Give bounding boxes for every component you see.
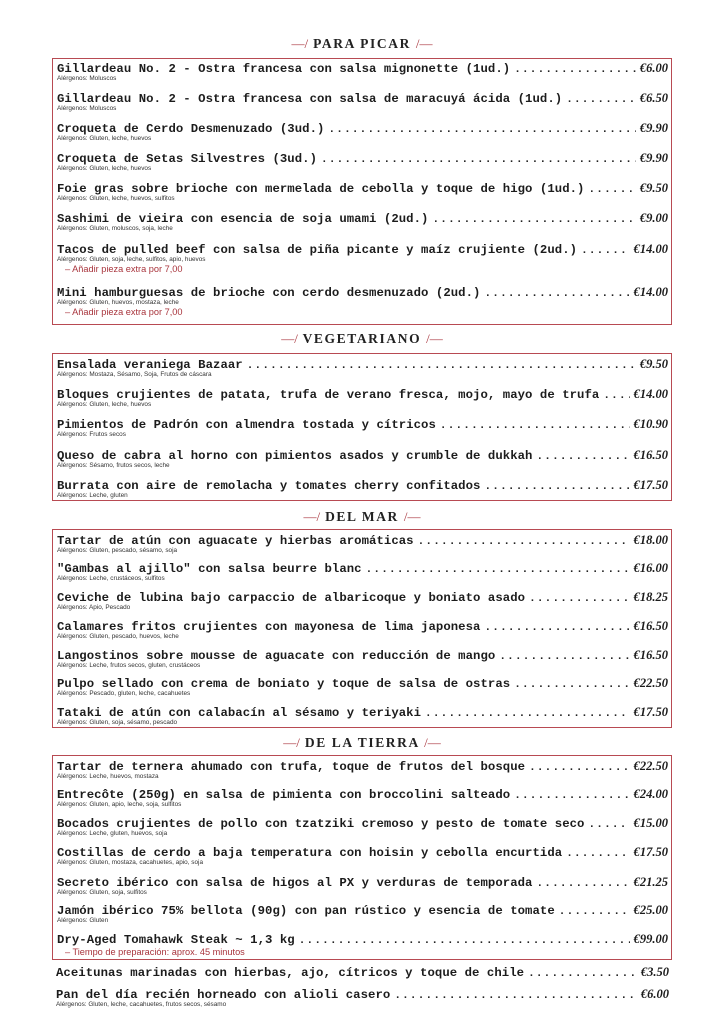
item-name: Langostinos sobre mousse de aguacate con reducción de mango xyxy=(57,649,496,663)
item-price: €21.25 xyxy=(633,875,668,889)
dot-leader xyxy=(514,64,636,76)
menu-item xyxy=(57,561,668,583)
dot-leader xyxy=(529,762,630,774)
dot-leader xyxy=(299,935,630,947)
dot-leader xyxy=(566,848,629,860)
menu-item xyxy=(57,417,668,439)
section-title-text: VEGETARIANO xyxy=(302,331,422,346)
item-allergens: Alérgenos: Leche, gluten, huevos, soja xyxy=(57,830,168,837)
item-price: €10.90 xyxy=(633,417,668,431)
section-box-del-mar xyxy=(52,529,672,728)
menu-item xyxy=(57,533,668,555)
item-name: Tartar de ternera ahumado con trufa, toque de frutos del bosque xyxy=(57,760,526,774)
dot-leader xyxy=(394,990,637,1002)
item-price: €17.50 xyxy=(633,478,668,492)
menu-item xyxy=(57,676,668,698)
dot-leader xyxy=(247,360,636,372)
menu-item xyxy=(57,357,668,379)
menu-item xyxy=(57,61,668,83)
item-name: Jamón ibérico 75% bellota (90g) con pan rústico y esencia de tomate xyxy=(57,904,555,918)
item-name: Mini hamburguesas de brioche con cerdo desmenuzado (2ud.) xyxy=(57,286,481,300)
title-decoration: —/ xyxy=(281,331,298,346)
menu-item-extra xyxy=(56,965,669,980)
dot-leader xyxy=(588,819,629,831)
dot-leader xyxy=(603,390,629,402)
menu-item xyxy=(57,121,668,143)
item-allergens: Alérgenos: Frutos secos xyxy=(57,431,126,438)
item-note: – Añadir pieza extra por 7,00 xyxy=(65,264,183,274)
item-price: €17.50 xyxy=(633,845,668,859)
title-decoration: /— xyxy=(403,509,421,524)
title-decoration: /— xyxy=(424,735,441,750)
item-allergens: Alérgenos: Gluten, leche, huevos xyxy=(57,401,152,408)
dot-leader xyxy=(432,214,635,226)
item-allergens: Alérgenos: Gluten, soja, sulfitos xyxy=(57,889,147,896)
item-price: €22.50 xyxy=(633,676,668,690)
section-box-para-picar xyxy=(52,58,672,325)
item-allergens: Alérgenos: Gluten, leche, huevos, sulfitos xyxy=(57,195,175,202)
menu-item xyxy=(57,903,668,925)
item-price: €3.50 xyxy=(640,965,669,979)
item-allergens: Alérgenos: Pescado, gluten, leche, cacahuetes xyxy=(57,690,191,697)
item-allergens: Alérgenos: Leche, gluten xyxy=(57,492,128,499)
item-allergens: Alérgenos: Leche, frutos secos, gluten, crustáceos xyxy=(57,662,201,669)
menu-item xyxy=(57,478,668,500)
menu-item xyxy=(57,387,668,409)
item-allergens: Alérgenos: Gluten, leche, cacahuetes, frutos secos, sésamo xyxy=(56,1001,227,1008)
item-price: €6.00 xyxy=(640,987,669,1001)
dot-leader xyxy=(588,184,635,196)
menu-item xyxy=(57,448,668,470)
menu-item xyxy=(57,590,668,612)
item-allergens: Alérgenos: Moluscos xyxy=(57,105,117,112)
item-price: €25.00 xyxy=(633,903,668,917)
dot-leader xyxy=(566,94,636,106)
item-name: Croqueta de Cerdo Desmenuzado (3ud.) xyxy=(57,122,325,136)
item-price: €6.00 xyxy=(639,61,668,75)
item-name: Pan del día recién horneado con alioli casero xyxy=(56,988,391,1002)
item-price: €17.50 xyxy=(633,705,668,719)
item-allergens: Alérgenos: Gluten, pescado, sésamo, soja xyxy=(57,547,178,554)
menu-item xyxy=(57,619,668,641)
item-price: €9.50 xyxy=(639,357,668,371)
dot-leader xyxy=(321,154,636,166)
item-price: €14.00 xyxy=(633,242,668,256)
item-allergens: Alérgenos: Gluten, huevos, mostaza, leche xyxy=(57,299,179,306)
item-allergens: Alérgenos: Leche, huevos, mostaza xyxy=(57,773,159,780)
item-name: Secreto ibérico con salsa de higos al PX y verduras de temporada xyxy=(57,876,533,890)
item-name: Aceitunas marinadas con hierbas, ajo, cítricos y toque de chile xyxy=(56,966,525,980)
menu-item xyxy=(57,787,668,809)
item-note: – Añadir pieza extra por 7,00 xyxy=(65,307,183,317)
item-price: €16.50 xyxy=(633,448,668,462)
item-allergens: Alérgenos: Sésamo, frutos secos, leche xyxy=(57,462,170,469)
item-name: Costillas de cerdo a baja temperatura con hoisin y cebolla encurtida xyxy=(57,846,563,860)
menu-item xyxy=(57,91,668,113)
title-decoration: /— xyxy=(415,36,433,51)
menu-item xyxy=(57,151,668,173)
item-allergens: Alérgenos: Gluten, soja, sésamo, pescado xyxy=(57,719,178,726)
section-title-vegetariano xyxy=(0,331,724,347)
section-box-de-la-tierra xyxy=(52,755,672,960)
item-allergens: Alérgenos: Gluten, pescado, huevos, leche xyxy=(57,633,179,640)
menu-item xyxy=(57,211,668,233)
item-name: Queso de cabra al horno con pimientos asados y crumble de dukkah xyxy=(57,449,533,463)
item-name: Pimientos de Padrón con almendra tostada y cítricos xyxy=(57,418,436,432)
item-price: €6.50 xyxy=(639,91,668,105)
item-name: Gillardeau No. 2 - Ostra francesa con salsa mignonette (1ud.) xyxy=(57,62,511,76)
item-name: Ceviche de lubina bajo carpaccio de albaricoque y boniato asado xyxy=(57,591,526,605)
dot-leader xyxy=(559,906,630,918)
item-allergens: Alérgenos: Gluten xyxy=(57,917,109,924)
title-decoration: —/ xyxy=(283,735,300,750)
section-box-vegetariano xyxy=(52,353,672,501)
menu-item-extra xyxy=(56,987,669,1009)
menu-item xyxy=(57,648,668,670)
item-name: Tartar de atún con aguacate y hierbas aromáticas xyxy=(57,534,414,548)
menu-item xyxy=(57,181,668,203)
section-title-de-la-tierra xyxy=(0,735,724,751)
section-title-para-picar xyxy=(0,36,724,52)
menu-item xyxy=(57,242,668,275)
menu-item xyxy=(57,875,668,897)
item-price: €14.00 xyxy=(633,387,668,401)
item-price: €22.50 xyxy=(633,759,668,773)
item-name: Ensalada veraniega Bazaar xyxy=(57,358,243,372)
item-name: Sashimi de vieira con esencia de soja umami (2ud.) xyxy=(57,212,429,226)
section-title-text: PARA PICAR xyxy=(313,36,411,51)
dot-leader xyxy=(328,124,635,136)
menu-item xyxy=(57,759,668,781)
dot-leader xyxy=(529,593,630,605)
item-price: €9.90 xyxy=(639,121,668,135)
title-decoration: /— xyxy=(426,331,443,346)
dot-leader xyxy=(514,679,629,691)
item-name: Pulpo sellado con crema de boniato y toque de salsa de ostras xyxy=(57,677,511,691)
item-price: €9.00 xyxy=(639,211,668,225)
item-name: Dry-Aged Tomahawk Steak ~ 1,3 kg xyxy=(57,933,295,947)
item-price: €18.25 xyxy=(633,590,668,604)
dot-leader xyxy=(484,481,629,493)
item-note: – Tiempo de preparación: aprox. 45 minutos xyxy=(65,947,245,957)
item-price: €16.50 xyxy=(633,648,668,662)
item-name: Tataki de atún con calabacín al sésamo y teriyaki xyxy=(57,706,422,720)
item-name: Entrecôte (250g) en salsa de pimienta con broccolini salteado xyxy=(57,788,511,802)
dot-leader xyxy=(418,536,630,548)
item-price: €16.50 xyxy=(633,619,668,633)
title-decoration: —/ xyxy=(303,509,321,524)
item-name: Gillardeau No. 2 - Ostra francesa con salsa de maracuyá ácida (1ud.) xyxy=(57,92,563,106)
item-name: Tacos de pulled beef con salsa de piña picante y maíz crujiente (2ud.) xyxy=(57,243,578,257)
item-allergens: Alérgenos: Moluscos xyxy=(57,75,117,82)
item-price: €24.00 xyxy=(633,787,668,801)
item-allergens: Alérgenos: Mostaza, Sésamo, Soja, Frutos de cáscara xyxy=(57,371,212,378)
dot-leader xyxy=(499,651,629,663)
menu-item xyxy=(57,932,668,958)
item-price: €9.90 xyxy=(639,151,668,165)
menu-item xyxy=(57,705,668,727)
item-allergens: Alérgenos: Gluten, apio, leche, soja, sulfitos xyxy=(57,801,182,808)
title-decoration: —/ xyxy=(291,36,309,51)
item-allergens: Alérgenos: Gluten, moluscos, soja, leche xyxy=(57,225,173,232)
dot-leader xyxy=(581,245,630,257)
item-allergens: Alérgenos: Apio, Pescado xyxy=(57,604,131,611)
item-allergens: Alérgenos: Gluten, soja, leche, sulfitos, apio, huevos xyxy=(57,256,206,263)
item-allergens: Alérgenos: Gluten, leche, huevos xyxy=(57,165,152,172)
menu-item xyxy=(57,816,668,838)
menu-item xyxy=(57,285,668,318)
section-title-del-mar xyxy=(0,509,724,525)
item-name: Burrata con aire de remolacha y tomates cherry confitados xyxy=(57,479,481,493)
dot-leader xyxy=(484,288,629,300)
dot-leader xyxy=(366,564,630,576)
item-price: €16.00 xyxy=(633,561,668,575)
item-price: €99.00 xyxy=(633,932,668,946)
item-allergens: Alérgenos: Gluten, leche, huevos xyxy=(57,135,152,142)
item-name: Calamares fritos crujientes con mayonesa de lima japonesa xyxy=(57,620,481,634)
item-price: €15.00 xyxy=(633,816,668,830)
dot-leader xyxy=(484,622,629,634)
item-price: €14.00 xyxy=(633,285,668,299)
item-name: Bocados crujientes de pollo con tzatziki cremoso y pesto de tomate seco xyxy=(57,817,585,831)
dot-leader xyxy=(425,708,630,720)
menu-item xyxy=(57,845,668,867)
item-price: €9.50 xyxy=(639,181,668,195)
item-name: Bloques crujientes de patata, trufa de verano fresca, mojo, mayo de trufa xyxy=(57,388,600,402)
dot-leader xyxy=(440,420,630,432)
item-allergens: Alérgenos: Leche, crustáceos, sulfitos xyxy=(57,575,165,582)
item-price: €18.00 xyxy=(633,533,668,547)
item-allergens: Alérgenos: Gluten, mostaza, cacahuetes, apio, soja xyxy=(57,859,204,866)
dot-leader xyxy=(536,451,629,463)
item-name: Foie gras sobre brioche con mermelada de cebolla y toque de higo (1ud.) xyxy=(57,182,585,196)
item-name: "Gambas al ajillo" con salsa beurre blanc xyxy=(57,562,362,576)
item-name: Croqueta de Setas Silvestres (3ud.) xyxy=(57,152,318,166)
section-title-text: DE LA TIERRA xyxy=(304,735,420,750)
dot-leader xyxy=(536,878,629,890)
dot-leader xyxy=(528,968,637,980)
section-title-text: DEL MAR xyxy=(325,509,399,524)
dot-leader xyxy=(514,790,629,802)
